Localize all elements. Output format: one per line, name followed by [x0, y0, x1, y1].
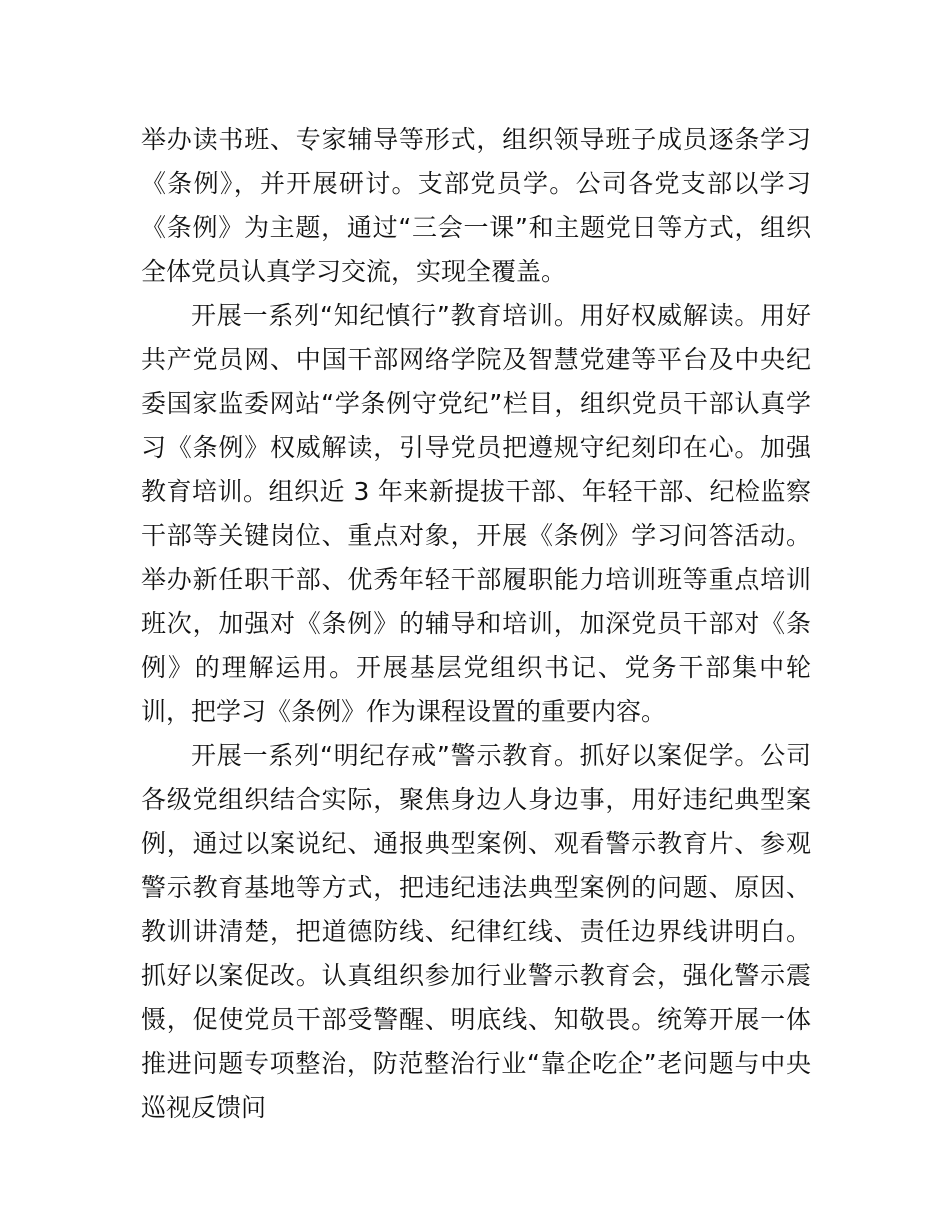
- document-body: [141, 118, 811, 1130]
- paragraph-3: 开展一系列“明纪存戒”警示教育。抓好以案促学。公司各级党组织结合实际，聚焦身边人身边事，用好违纪典型案例，通过以案说纪、通报典型案例、观看警示教育片、参观警示教育基地等方式，把违纪违法典型案例的问题、原因、教训讲清楚，把道德防线、纪律红线、责任边界线讲明白。抓好以案促改。认真组织参加行业警示教育会，强化警示震慑，促使党员干部受警醒、明底线、知敬畏。统筹开展一体推进问题专项整治，防范整治行业“靠企吃企”老问题与中央巡视反馈问: [141, 741, 811, 1122]
- paragraph-2: 开展一系列“知纪慎行”教育培训。用好权威解读。用好共产党员网、中国干部网络学院及智慧党建等平台及中央纪委国家监委网站“学条例守党纪”栏目，组织党员干部认真学习《条例》权威解读，引导党员把遵规守纪刻印在心。加强教育培训。组织近 3 年来新提拔干部、年轻干部、纪检监察干部等关键岗位、重点对象，开展《条例》学习问答活动。举办新任职干部、优秀年轻干部履职能力培训班等重点培训班次，加强对《条例》的辅导和培训，加深党员干部对《条例》的理解运用。开展基层党组织书记、党务干部集中轮训，把学习《条例》作为课程设置的重要内容。: [141, 301, 811, 726]
- paragraph-1: 举办读书班、专家辅导等形式，组织领导班子成员逐条学习《条例》，并开展研讨。支部党员学。公司各党支部以学习《条例》为主题，通过“三会一课”和主题党日等方式，组织全体党员认真学习交流，实现全覆盖。: [141, 125, 811, 286]
